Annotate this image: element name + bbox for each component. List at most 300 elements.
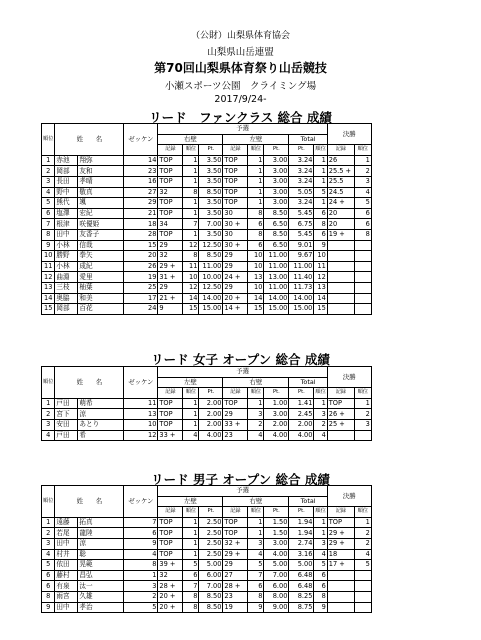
table-cell: 12 [183,240,199,251]
table-cell: 14 [124,155,158,166]
place-subheader: 順位 [183,388,199,399]
table-cell: TOP [327,517,354,528]
table-cell: 5 [248,560,264,571]
table-cell [327,581,354,592]
table-cell: 8.25 [289,591,314,602]
table-cell: 1 [42,398,55,409]
table-cell: 10 [248,251,264,262]
table-cell: 11.00 [264,282,289,293]
table-cell: 2 [248,419,264,430]
table-cell: 1 [314,398,327,409]
table-cell: 2.74 [289,538,314,549]
table-cell: 7 [124,517,158,528]
table-cell: 29 [223,560,248,571]
table-cell: TOP [158,538,183,549]
table-cell: 12 [124,430,158,441]
rank-header: 順位 [42,367,55,399]
table-cell: 8 [42,229,55,240]
table-cell: 9.00 [264,602,289,613]
table-cell: 11 [42,261,55,272]
table-cell: 2 [354,538,371,549]
table-cell: 25 [124,282,158,293]
table-row [42,398,372,409]
table-cell: TOP [223,187,248,198]
table-cell: 2 [354,166,371,177]
wall2-header: 右壁 [223,496,289,507]
table-cell: 32 [158,187,183,198]
pt-subheader: Pt. [199,388,223,399]
table-cell: 10 [42,251,55,262]
venue-text: 小瀬スポーツ公園 クライミング場 [164,81,317,92]
table-cell: 颯 [78,198,124,209]
table-cell: 1 [183,398,199,409]
table-cell: 8.50 [199,591,223,602]
table-cell: 田中 [55,538,78,549]
table-cell: 2.50 [199,538,223,549]
table-cell: 13 [42,282,55,293]
table-cell: 12 [183,282,199,293]
table-cell: 1 [124,570,158,581]
table-cell: 11.00 [289,261,314,272]
table-cell: 20 [124,251,158,262]
table-cell: 8.50 [264,229,289,240]
table-cell: 3.50 [199,198,223,209]
table-cell: 12.50 [199,282,223,293]
qualification-header: 予選 [158,367,327,378]
table-cell: 24 [124,304,158,315]
table-cell: 3.00 [264,155,289,166]
table-cell: 10 [183,272,199,283]
table-cell: 29 [223,251,248,262]
table-cell: 1 [183,549,199,560]
table-cell: 32 + [223,538,248,549]
table-cell: 8 [248,229,264,240]
table-row [42,549,372,560]
table-cell: 5 [354,198,371,209]
table-cell: 赤池 [55,155,78,166]
results-table-women-open [41,366,372,441]
table-cell: 32 [158,570,183,581]
table-cell: 汰一 [78,581,124,592]
event-title: 第70回山梨県体育祭り山岳競技 [154,61,327,75]
table-cell: 26 [327,155,354,166]
table-cell: 11 [183,261,199,272]
table-cell: 友和 [78,166,124,177]
table-cell [354,261,371,272]
table-cell: 1 [183,198,199,209]
table-cell: TOP [223,398,248,409]
table-cell: 6 [248,240,264,251]
table-cell: 29 [223,282,248,293]
table-cell: 8 [42,591,55,602]
qualification-header: 予選 [158,124,327,135]
place-subheader: 順位 [183,507,199,518]
table-cell: 3.24 [289,166,314,177]
table-cell: 29 [223,409,248,420]
final-header: 決勝 [327,486,371,507]
table-cell: 9 [158,304,183,315]
record-subheader: 記録 [158,145,183,156]
table-cell: あとり [78,419,124,430]
table-cell: 5 [124,602,158,613]
table-cell: 2.50 [199,528,223,539]
table-cell: 8 [314,219,327,230]
table-cell: 8.50 [199,251,223,262]
table-cell: 5.05 [289,187,314,198]
table-cell: 1 [183,419,199,430]
table-cell: 13 [314,282,327,293]
table-cell: TOP [223,198,248,209]
table-cell: 6.75 [289,219,314,230]
table-cell: 28 [124,229,158,240]
table-cell: 1 [183,538,199,549]
name-header: 姓 名 [55,367,124,399]
table-cell: 龍陸 [78,528,124,539]
table-cell: 7 [183,219,199,230]
table-cell: 17 [124,293,158,304]
table-cell: 6 [248,581,264,592]
table-cell: 9 [248,602,264,613]
table-row [42,430,372,441]
table-cell: TOP [158,198,183,209]
table-cell: 田中 [55,229,78,240]
table-cell: 14.00 [199,293,223,304]
table-cell: 4.00 [289,430,314,441]
table-cell: 11.40 [289,272,314,283]
table-cell: 14 [314,293,327,304]
table-cell: 15 [124,240,158,251]
table-cell: 39 + [158,560,183,571]
table-cell: 33 + [223,419,248,430]
table-cell: 三枝 [55,282,78,293]
table-cell: 30 + [223,240,248,251]
table-cell: 2.00 [289,419,314,430]
table-cell: TOP [223,517,248,528]
table-cell [327,261,354,272]
table-cell: 10 [314,251,327,262]
table-cell: TOP [223,176,248,187]
section-title-women-open: リード 女子 オープン 総合 成績 [151,352,330,367]
table-cell: 7 [42,219,55,230]
record-subheader: 記録 [223,388,248,399]
table-cell: 10.00 [199,272,223,283]
table-cell [327,293,354,304]
place-subheader: 順位 [314,388,327,399]
table-cell: 14 + [223,304,248,315]
table-cell: 3 [354,419,371,430]
table-cell: TOP [158,409,183,420]
table-cell: 小林 [55,240,78,251]
table-cell: 小林 [55,261,78,272]
table-cell: TOP [158,155,183,166]
table-cell: 8.00 [264,591,289,602]
table-cell: 1 [248,198,264,209]
table-row [42,560,372,571]
table-cell: 8.50 [199,602,223,613]
table-cell: TOP [158,229,183,240]
table-cell: 6 [314,570,327,581]
table-cell: 曲淵 [55,272,78,283]
table-row [42,581,372,592]
table-cell: 20 [327,208,354,219]
table-cell: 3 [42,419,55,430]
table-cell: TOP [158,528,183,539]
table-cell: 3.50 [199,208,223,219]
table-cell: 4 [314,430,327,441]
table-cell: 3.00 [264,198,289,209]
table-cell: 3.24 [289,155,314,166]
total-header: Total [289,377,327,388]
table-cell: 28 + [223,581,248,592]
table-cell: 19 [223,602,248,613]
table-cell: 33 + [158,430,183,441]
table-cell: 15.00 [199,304,223,315]
table-cell: 9 [42,602,55,613]
table-cell: 3 [354,176,371,187]
table-cell: 25.5 + [327,166,354,177]
table-row [42,219,372,230]
table-cell: TOP [158,419,183,430]
table-cell: 3 [42,538,55,549]
table-cell: TOP [223,528,248,539]
table-cell [354,602,371,613]
table-row [42,517,372,528]
bib-header: ゼッケン [124,124,158,156]
table-cell: 11.00 [264,251,289,262]
pt-subheader: Pt. [264,388,289,399]
record-subheader: 記録 [327,507,354,518]
table-cell: 11 [124,398,158,409]
total-header: Total [289,496,327,507]
table-cell: 拳矢 [78,251,124,262]
table-cell: 長田 [55,176,78,187]
place-subheader: 順位 [314,507,327,518]
table-cell: 1 [248,166,264,177]
place-subheader: 順位 [248,145,264,156]
table-row [42,528,372,539]
table-cell: 27 [124,187,158,198]
table-cell: 1 [183,528,199,539]
table-cell: 1 [183,208,199,219]
table-cell: TOP [158,517,183,528]
table-cell: 村井 [55,549,78,560]
table-cell: 1 [248,517,264,528]
table-cell: 萌希 [78,398,124,409]
place-subheader: 順位 [248,507,264,518]
table-cell: 2.00 [199,409,223,420]
table-cell: 2.00 [199,419,223,430]
table-cell: 5 [314,560,327,571]
table-cell: 1 [183,517,199,528]
table-cell: TOP [327,398,354,409]
table-cell: 32 [158,251,183,262]
table-cell: 6.00 [264,581,289,592]
table-cell: 9 [314,602,327,613]
record-subheader: 記録 [327,145,354,156]
table-cell: 4 [42,549,55,560]
table-cell: 6 [314,581,327,592]
table-cell: 2 [314,419,327,430]
table-cell: 12 [314,272,327,283]
name-header: 姓 名 [55,486,124,518]
table-cell: 29 [158,282,183,293]
table-cell: 13 [124,409,158,420]
table-cell: 2 [42,528,55,539]
table-cell: 26 + [327,409,354,420]
date-text: 2017/9/24- [214,94,267,105]
table-cell: 3.00 [264,538,289,549]
table-cell: 奥脇 [55,293,78,304]
table-cell: 3.00 [264,166,289,177]
table-cell: 1 [183,229,199,240]
table-row [42,419,372,430]
table-cell: 8.75 [289,602,314,613]
table-cell: 21 [124,208,158,219]
name-header: 姓 名 [55,124,124,156]
table-cell: 3 [314,538,327,549]
table-cell: 3.00 [264,176,289,187]
table-cell: 6 [354,219,371,230]
table-cell: 遠藤 [55,517,78,528]
table-cell: 8 [183,602,199,613]
table-cell: 12.50 [199,240,223,251]
table-cell: 6.50 [264,240,289,251]
table-cell [354,272,371,283]
table-cell: 9 [42,240,55,251]
table-cell: 2 [354,528,371,539]
table-cell: 6 [314,229,327,240]
table-cell: 12 [42,272,55,283]
table-cell: 5 [42,198,55,209]
table-cell: 涼 [78,538,124,549]
table-cell: 8 [183,591,199,602]
table-cell: 7.00 [199,219,223,230]
table-cell [354,282,371,293]
table-cell: 20 [327,219,354,230]
table-cell: 翔弥 [78,155,124,166]
table-cell: 2.45 [289,409,314,420]
table-cell: 18 [327,549,354,560]
table-cell: 3 [42,176,55,187]
table-cell [354,251,371,262]
table-cell [327,240,354,251]
table-row [42,208,372,219]
table-cell: 孝晴 [78,176,124,187]
table-cell: 6 [42,570,55,581]
table-cell: TOP [158,166,183,177]
table-cell: 4 [124,549,158,560]
place-subheader: 順位 [354,145,371,156]
pt-subheader: Pt. [264,145,289,156]
table-cell: 田中 [55,602,78,613]
table-cell: 雨宮 [55,591,78,602]
place-subheader: 順位 [314,145,327,156]
table-cell: 5.45 [289,208,314,219]
table-cell: 29 [223,261,248,272]
table-cell [354,293,371,304]
table-cell: 有泉 [55,581,78,592]
table-cell: 1 [314,166,327,177]
table-cell: 4 [354,549,371,560]
table-cell: 20 + [158,591,183,602]
table-row [42,282,372,293]
table-cell: 4 [42,430,55,441]
table-cell: 聡 [78,549,124,560]
table-cell: 1 [248,187,264,198]
table-cell: TOP [223,166,248,177]
table-cell: 3.00 [264,187,289,198]
table-cell: 1 [183,176,199,187]
table-cell: 希 [78,430,124,441]
table-cell [327,430,354,441]
table-cell: 1 [248,528,264,539]
table-cell [327,304,354,315]
table-row [42,229,372,240]
table-cell: 8.50 [264,208,289,219]
wall2-header: 左壁 [223,134,289,145]
table-cell: 2.50 [199,549,223,560]
table-cell: 15.00 [289,304,314,315]
table-cell: 1.94 [289,528,314,539]
table-cell: 8 [183,187,199,198]
pt-subheader: Pt. [199,507,223,518]
table-cell [327,591,354,602]
table-cell: 2 [354,409,371,420]
table-cell: 6.48 [289,570,314,581]
table-cell: 9.01 [289,240,314,251]
table-cell: 14.00 [289,293,314,304]
table-cell: 敬真 [78,187,124,198]
table-row [42,261,372,272]
table-cell: 7 [183,581,199,592]
table-cell: 21 + [158,293,183,304]
table-cell: 7.00 [199,581,223,592]
table-cell: 1.50 [264,528,289,539]
pt-subheader: Pt. [289,388,314,399]
table-cell: 8 [314,591,327,602]
table-cell: 1.94 [289,517,314,528]
table-cell: 23 [223,430,248,441]
table-cell [327,282,354,293]
table-cell [354,304,371,315]
table-cell: 1 [314,176,327,187]
table-cell: 1 [183,409,199,420]
rank-header: 順位 [42,124,55,156]
table-cell: 晃範 [78,560,124,571]
record-subheader: 記録 [223,145,248,156]
table-cell: 18 [124,219,158,230]
table-cell [354,240,371,251]
table-row [42,602,372,613]
table-cell: 9 [124,538,158,549]
table-cell: 2 [42,409,55,420]
table-cell: 29 [124,198,158,209]
table-cell: 昌弘 [78,570,124,581]
table-cell: 6 [42,581,55,592]
table-cell [327,570,354,581]
table-cell: 1 [314,155,327,166]
table-cell: 4 [183,430,199,441]
table-row [42,166,372,177]
record-subheader: 記録 [158,388,183,399]
table-row [42,304,372,315]
table-cell: 依田 [55,560,78,571]
table-cell: 1 [183,155,199,166]
place-subheader: 順位 [183,145,199,156]
table-cell: 8 [248,591,264,602]
table-cell: 3.00 [264,409,289,420]
table-cell: 20 + [158,602,183,613]
